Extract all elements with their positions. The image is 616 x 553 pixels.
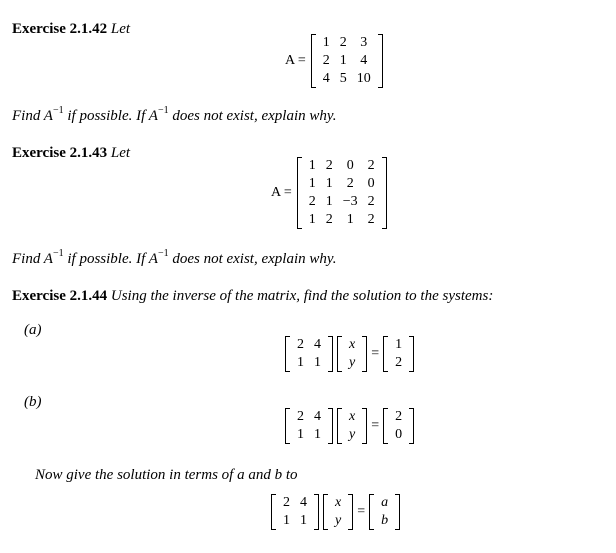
exercise-number: Exercise 2.1.43 xyxy=(12,145,108,161)
system-general xyxy=(271,494,400,530)
part-a-label: (a) xyxy=(24,322,42,338)
matrix-a-43 xyxy=(271,157,387,229)
general-solution-prompt: Now give the solution in terms of a and b to xyxy=(35,467,298,483)
system-b xyxy=(285,408,414,444)
matrix-table: 1 2 3 2 1 4 4 5 10 xyxy=(322,35,371,86)
exercise-number: Exercise 2.1.42 xyxy=(12,21,108,37)
coefficient-matrix: 2 4 1 1 xyxy=(297,409,321,442)
exercise-2-1-43-heading xyxy=(12,144,130,162)
matrix-lhs: A = xyxy=(285,53,306,68)
part-b-label: (b) xyxy=(24,394,42,410)
rhs-vector-a: 1 2 xyxy=(395,337,403,370)
heading-text: Using the inverse of the matrix, find the solution to the systems: xyxy=(110,288,494,304)
matrix-lhs: A = xyxy=(271,185,292,200)
exercise-2-1-42-question: Find $A^{-1}$ if possible. If $A^{-1}$ does not exist, explain why. xyxy=(12,105,337,124)
exercise-2-1-42-heading xyxy=(12,20,130,38)
matrix-table: 1 2 0 2 1 1 2 0 2 1 −3 2 1 2 1 2 xyxy=(308,158,375,227)
coefficient-matrix: 2 4 1 1 xyxy=(297,337,321,370)
system-a xyxy=(285,336,414,372)
unknown-vector: x y xyxy=(349,337,356,370)
rhs-vector-general: a b xyxy=(381,495,389,528)
exercise-2-1-44-heading xyxy=(12,287,493,305)
equals-sign: = xyxy=(371,346,380,361)
matrix-bracket xyxy=(297,157,387,229)
heading-text: Let xyxy=(110,21,131,37)
heading-text: Let xyxy=(110,145,131,161)
equals-sign: = xyxy=(357,504,366,519)
unknown-vector: x y xyxy=(349,409,356,442)
exercise-number: Exercise 2.1.44 xyxy=(12,288,108,304)
rhs-vector-b: 2 0 xyxy=(395,409,403,442)
coefficient-matrix: 2 4 1 1 xyxy=(283,495,307,528)
exercise-2-1-43-question: Find $A^{-1}$ if possible. If $A^{-1}$ does not exist, explain why. xyxy=(12,248,337,267)
matrix-a-42 xyxy=(285,34,383,88)
matrix-bracket xyxy=(311,34,383,88)
equals-sign: = xyxy=(371,418,380,433)
unknown-vector: x y xyxy=(335,495,342,528)
